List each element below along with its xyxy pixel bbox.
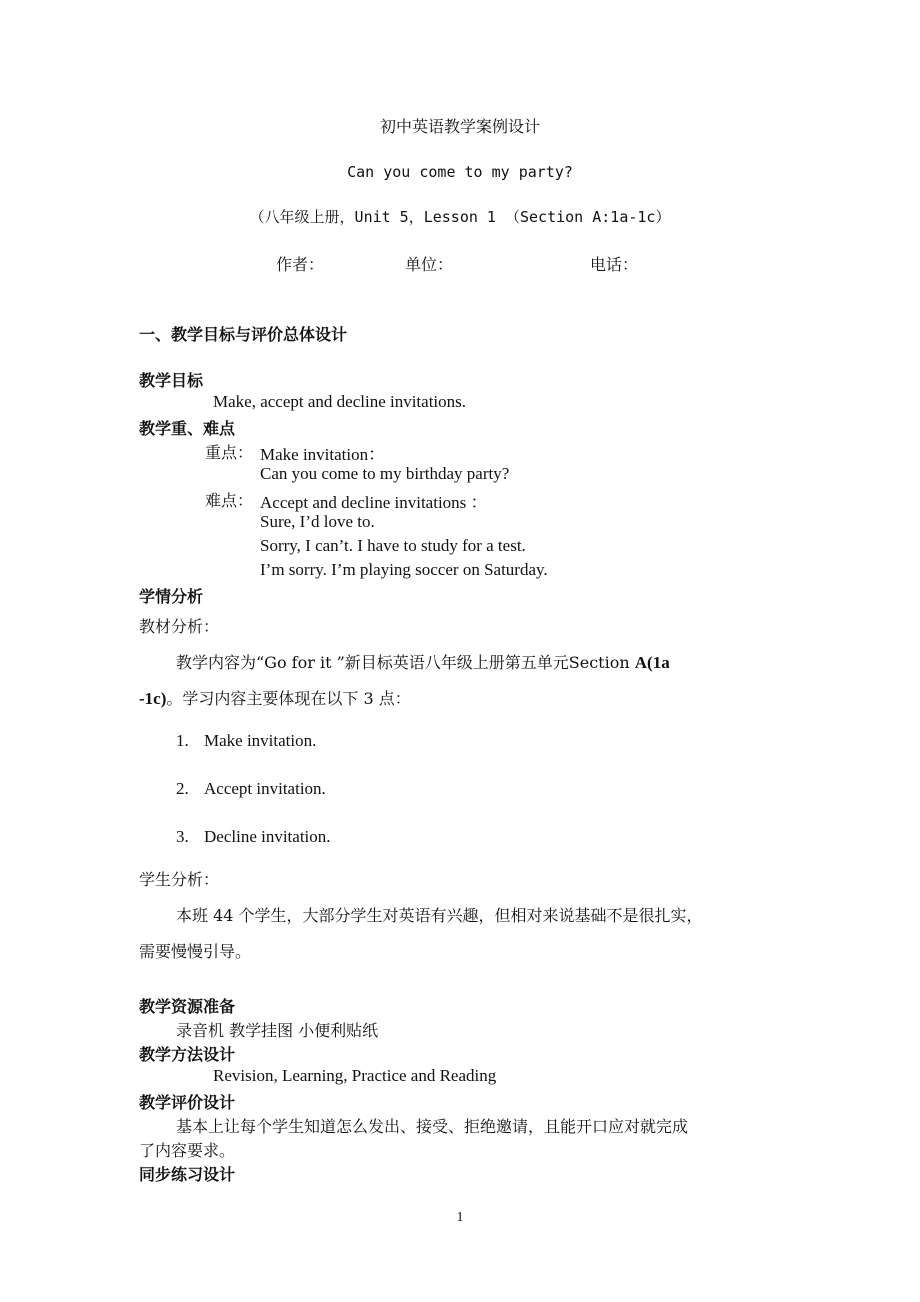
resources-heading: 教学资源准备 bbox=[139, 997, 236, 1016]
difficult-example: Sure, I’d love to. bbox=[260, 512, 375, 531]
list-item-number: 3. bbox=[176, 827, 189, 846]
list-item-text: Decline invitation. bbox=[204, 827, 331, 846]
page-number: 1 bbox=[456, 1210, 464, 1225]
material-paragraph-line-2 bbox=[139, 686, 411, 709]
author-label: 作者： bbox=[276, 255, 325, 274]
lesson-title: Can you come to my party? bbox=[347, 163, 573, 181]
document-title: 初中英语教学案例设计 bbox=[379, 117, 540, 136]
section-heading: 一、教学目标与评价总体设计 bbox=[139, 325, 348, 344]
key-point-example: Can you come to my birthday party? bbox=[260, 464, 510, 483]
method-heading: 教学方法设计 bbox=[139, 1045, 236, 1064]
eval-text-line-1: 基本上让每个学生知道怎么发出、接受、拒绝邀请，且能开口应对就完成 bbox=[176, 1117, 689, 1136]
list-item bbox=[176, 731, 317, 751]
phone-label: 电话： bbox=[590, 255, 639, 274]
material-paragraph-line-1 bbox=[176, 650, 670, 673]
list-item-number: 1. bbox=[176, 731, 189, 750]
difficult-example: Sorry, I can’t. I have to study for a test. bbox=[260, 536, 526, 555]
difficult-label: 难点： bbox=[205, 491, 254, 510]
eval-heading: 教学评价设计 bbox=[139, 1093, 236, 1112]
student-text-line-1: 本班 44 个学生，大部分学生对英语有兴趣，但相对来说基础不是很扎实， bbox=[176, 906, 703, 925]
material-section-ref: A(1a bbox=[634, 653, 670, 672]
key-point-text: Make invitation： bbox=[260, 445, 386, 464]
method-text: Revision, Learning, Practice and Reading bbox=[213, 1066, 497, 1085]
difficult-example: I’m sorry. I’m playing soccer on Saturday. bbox=[260, 560, 548, 579]
key-heading: 教学重、难点 bbox=[139, 419, 236, 438]
key-point-label: 重点： bbox=[205, 443, 254, 462]
analysis-heading: 学情分析 bbox=[139, 587, 204, 606]
lesson-info: （八年级上册，Unit 5，Lesson 1 （Section A:1a-1c） bbox=[249, 208, 671, 226]
material-text: 教学内容为“Go for it ”新目标英语八年级上册第五单元Section bbox=[176, 653, 635, 672]
student-text-line-2: 需要慢慢引导。 bbox=[139, 942, 252, 961]
practice-heading: 同步练习设计 bbox=[139, 1165, 236, 1184]
difficult-text: Accept and decline invitations ： bbox=[260, 493, 488, 512]
eval-text-line-2: 了内容要求。 bbox=[139, 1141, 236, 1160]
list-item bbox=[176, 827, 331, 847]
student-label: 学生分析： bbox=[139, 870, 220, 889]
goals-text: Make, accept and decline invitations. bbox=[213, 392, 467, 411]
resources-text: 录音机 教学挂图 小便利贴纸 bbox=[176, 1021, 379, 1040]
list-item bbox=[176, 779, 326, 799]
material-label: 教材分析： bbox=[139, 617, 220, 636]
goals-heading: 教学目标 bbox=[139, 371, 204, 390]
material-text-end: 。学习内容主要体现在以下 3 点： bbox=[166, 689, 411, 708]
unit-label: 单位： bbox=[405, 255, 454, 274]
list-item-text: Make invitation. bbox=[204, 731, 317, 750]
list-item-text: Accept invitation. bbox=[204, 779, 326, 798]
material-section-ref-end: -1c) bbox=[139, 689, 167, 708]
list-item-number: 2. bbox=[176, 779, 189, 798]
